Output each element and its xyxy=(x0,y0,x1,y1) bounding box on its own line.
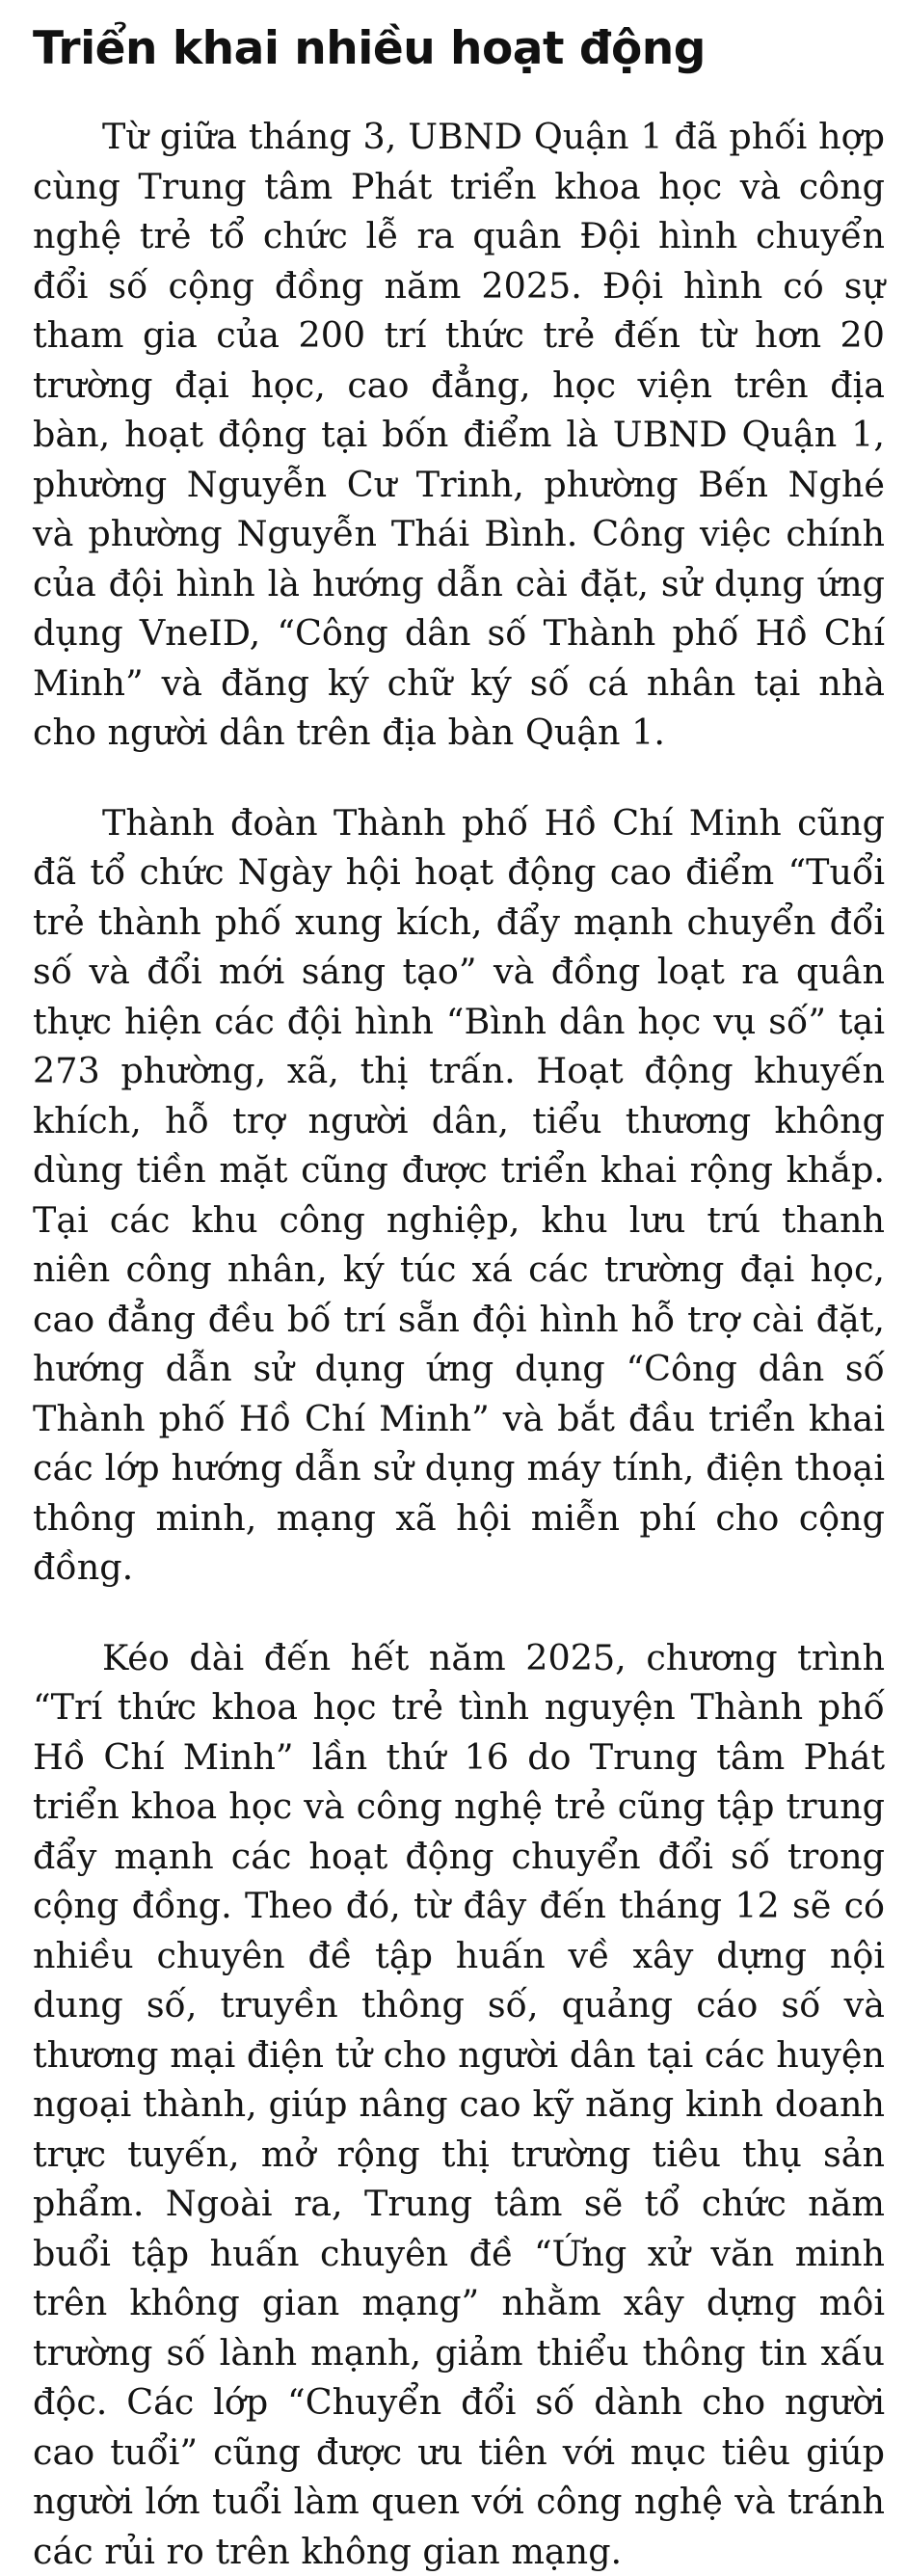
article xyxy=(33,21,885,2576)
article-paragraph-1: Từ giữa tháng 3, UBND Quận 1 đã phối hợp cùng Trung tâm Phát triển khoa học và công nghệ trẻ tổ chức lễ ra quân Đội hình chuyển đổi số cộng đồng năm 2025. Đội hình có sự tham gia của 200 trí thức trẻ đến từ hơn 20 trường đại học, cao đẳng, học viện trên địa bàn, hoạt động tại bốn điểm là UBND Quận 1, phường Nguyễn Cư Trinh, phường Bến Nghé và phường Nguyễn Thái Bình. Công việc chính của đội hình là hướng dẫn cài đặt, sử dụng ứng dụng VneID, “Công dân số Thành phố Hồ Chí Minh” và đăng ký chữ ký số cá nhân tại nhà cho người dân trên địa bàn Quận 1. xyxy=(33,112,885,758)
article-headline: Triển khai nhiều hoạt động xyxy=(33,21,885,77)
article-paragraph-2: Thành đoàn Thành phố Hồ Chí Minh cũng đã tổ chức Ngày hội hoạt động cao điểm “Tuổi trẻ thành phố xung kích, đẩy mạnh chuyển đổi số và đổi mới sáng tạo” và đồng loạt ra quân thực hiện các đội hình “Bình dân học vụ số” tại 273 phường, xã, thị trấn. Hoạt động khuyến khích, hỗ trợ người dân, tiểu thương không dùng tiền mặt cũng được triển khai rộng khắp. Tại các khu công nghiệp, khu lưu trú thanh niên công nhân, ký túc xá các trường đại học, cao đẳng đều bố trí sẵn đội hình hỗ trợ cài đặt, hướng dẫn sử dụng ứng dụng “Công dân số Thành phố Hồ Chí Minh” và bắt đầu triển khai các lớp hướng dẫn sử dụng máy tính, điện thoại thông minh, mạng xã hội miễn phí cho cộng đồng. xyxy=(33,798,885,1593)
article-paragraph-3: Kéo dài đến hết năm 2025, chương trình “Trí thức khoa học trẻ tình nguyện Thành phố Hồ Chí Minh” lần thứ 16 do Trung tâm Phát triển khoa học và công nghệ trẻ cũng tập trung đẩy mạnh các hoạt động chuyển đổi số trong cộng đồng. Theo đó, từ đây đến tháng 12 sẽ có nhiều chuyên đề tập huấn về xây dựng nội dung số, truyền thông số, quảng cáo số và thương mại điện tử cho người dân tại các huyện ngoại thành, giúp nâng cao kỹ năng kinh doanh trực tuyến, mở rộng thị trường tiêu thụ sản phẩm. Ngoài ra, Trung tâm sẽ tổ chức năm buổi tập huấn chuyên đề “Ứng xử văn minh trên không gian mạng” nhằm xây dựng môi trường số lành mạnh, giảm thiểu thông tin xấu độc. Các lớp “Chuyển đổi số dành cho người cao tuổi” cũng được ưu tiên với mục tiêu giúp người lớn tuổi làm quen với công nghệ và tránh các rủi ro trên không gian mạng. xyxy=(33,1633,885,2576)
